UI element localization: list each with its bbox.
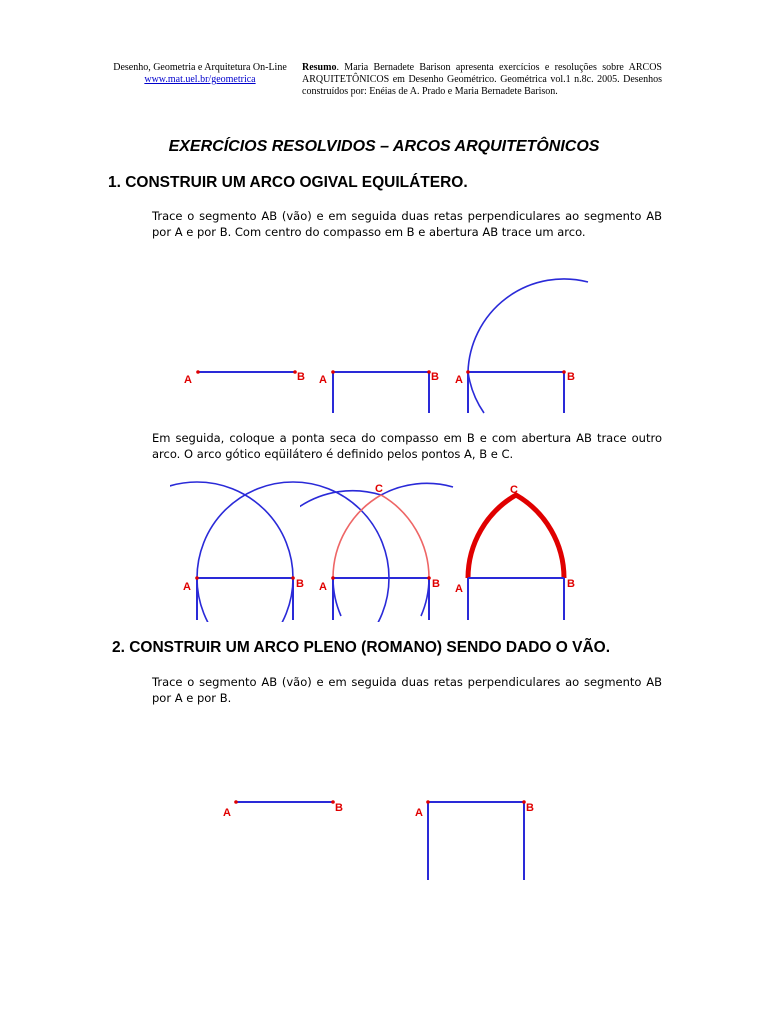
figure-3b-perpendiculars (415, 800, 534, 880)
label-a: A (184, 374, 192, 386)
label-b: B (431, 371, 439, 383)
label-c: C (510, 484, 518, 496)
figure-2c-gothic-arch (455, 484, 575, 620)
point-a (196, 370, 200, 374)
figure-1c-first-arc (455, 279, 588, 413)
section1-heading: 1. CONSTRUIR UM ARCO OGIVAL EQUILÁTERO. (108, 174, 468, 191)
site-link[interactable]: www.mat.uel.br/geometrica (144, 74, 256, 85)
figure-1b-perpendiculars (319, 370, 439, 413)
label-a: A (455, 374, 463, 386)
gothic-arch (468, 495, 564, 578)
section1-para1: Trace o segmento AB (vão) e em seguida duas retas perpendiculares ao segmento AB por A e por B. Com centro do compasso em B e abertura AB trace um arco. (152, 209, 662, 239)
point-a (195, 576, 199, 580)
point-a (234, 800, 238, 804)
label-a: A (455, 583, 463, 595)
label-b: B (567, 578, 575, 590)
site-title: Desenho, Geometria e Arquitetura On-Line (113, 62, 287, 73)
label-b: B (526, 802, 534, 814)
summary-text: . Maria Bernadete Barison apresenta exercícios e resoluções sobre ARCOS ARQUITETÔNICOS em Desenho Geométrico. Geométrica vol.1 n.8c. 2005. Desenhos construídos por: Enéias de A. Prado e Maria Bernadete Barison. (302, 62, 662, 97)
figure-3a-segment (223, 800, 343, 819)
label-b: B (296, 578, 304, 590)
label-a: A (319, 374, 327, 386)
arc-center-a-outer (299, 491, 381, 507)
section2-heading: 2. CONSTRUIR UM ARCO PLENO (ROMANO) SENDO DADO O VÃO. (112, 639, 611, 656)
point-a (466, 370, 470, 374)
point-b (427, 576, 431, 580)
figure-1a-segment (184, 370, 305, 386)
label-b: B (297, 371, 305, 383)
summary-label: Resumo (302, 62, 337, 73)
arc-center-b (468, 279, 588, 413)
arc-center-a-lower (421, 578, 429, 616)
label-a: A (415, 807, 423, 819)
document-title: EXERCÍCIOS RESOLVIDOS – ARCOS ARQUITETÔNICOS (168, 138, 600, 155)
label-a: A (319, 581, 327, 593)
arc-center-b-outer (381, 483, 453, 495)
section2-para1: Trace o segmento AB (vão) e em seguida duas retas perpendiculares ao segmento AB por A e por B. (152, 675, 662, 705)
arc-center-b-lower (333, 578, 341, 616)
point-b (562, 370, 566, 374)
point-a (426, 800, 430, 804)
figure-2b-point-c (299, 483, 453, 620)
point-b (291, 576, 295, 580)
label-b: B (432, 578, 440, 590)
point-a (331, 576, 335, 580)
section1-para2: Em seguida, coloque a ponta seca do compasso em B e com abertura AB trace outro arco. O arco gótico eqüilátero é definido pelos pontos A, B e C. (152, 431, 662, 461)
label-c: C (375, 483, 383, 495)
label-b: B (567, 371, 575, 383)
label-a: A (183, 581, 191, 593)
point-a (331, 370, 335, 374)
label-a: A (223, 807, 231, 819)
label-b: B (335, 802, 343, 814)
